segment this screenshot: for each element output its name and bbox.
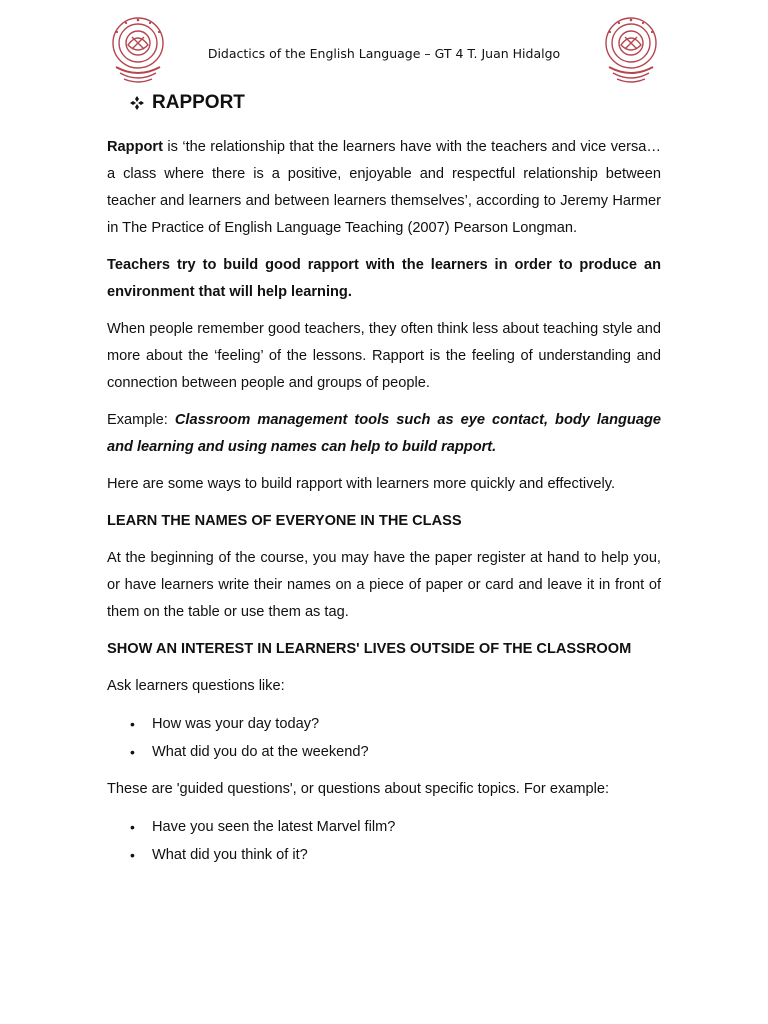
example-label: Example:	[107, 412, 175, 428]
example-text: Classroom management tools such as eye contact, body language and learning and using names can help to build rapport.	[107, 412, 661, 455]
list-item: • What did you do at the weekend?	[152, 738, 661, 766]
heading-show-interest: SHOW AN INTEREST IN LEARNERS' LIVES OUTSIDE OF THE CLASSROOM	[107, 641, 632, 657]
paragraph-ask-questions: Ask learners questions like:	[107, 678, 285, 694]
list-item: • Have you seen the latest Marvel film?	[152, 813, 661, 841]
paragraph-ways-intro: Here are some ways to build rapport with learners more quickly and effectively.	[107, 476, 616, 492]
section-title-text: RAPPORT	[152, 92, 245, 113]
list-item: • How was your day today?	[152, 710, 661, 738]
paragraph-key-statement	[107, 252, 661, 306]
term-rapport: Rapport	[107, 139, 163, 155]
paragraph-example	[107, 407, 661, 461]
question-list-2	[107, 813, 661, 869]
definition-text: is ‘the relationship that the learners have with the teachers and vice versa…a class where there is a positive, enjoyable and respectful relationship between teacher and learners and between learners themselves’, according to Jeremy Harmer in The Practice of English Language Teaching (2007) Pearson Longman.	[107, 139, 661, 236]
four-diamond-icon	[130, 96, 144, 110]
key-statement-text: Teachers try to build good rapport with the learners in order to produce an environment that will help learning.	[107, 257, 661, 300]
question-list-1	[107, 710, 661, 766]
list-item: • What did you think of it?	[152, 841, 661, 869]
page-header: Didactics of the English Language – GT 4 T. Juan Hidalgo	[207, 46, 561, 61]
paragraph-learn-names: At the beginning of the course, you may have the paper register at hand to help you, or have learners write their names on a piece of paper or card and leave it in front of them on the table or use them as tag.	[107, 550, 661, 620]
paragraph-feeling: When people remember good teachers, they often think less about teaching style and more about the ‘feeling’ of the lessons. Rapport is the feeling of understanding and connection between people and groups of people.	[107, 321, 661, 391]
paragraph-definition	[107, 134, 661, 242]
paragraph-guided-questions: These are 'guided questions', or questions about specific topics. For example:	[107, 781, 610, 797]
heading-learn-names: LEARN THE NAMES OF EVERYONE IN THE CLASS	[107, 513, 462, 529]
section-title	[130, 92, 245, 114]
document-body	[107, 134, 661, 879]
